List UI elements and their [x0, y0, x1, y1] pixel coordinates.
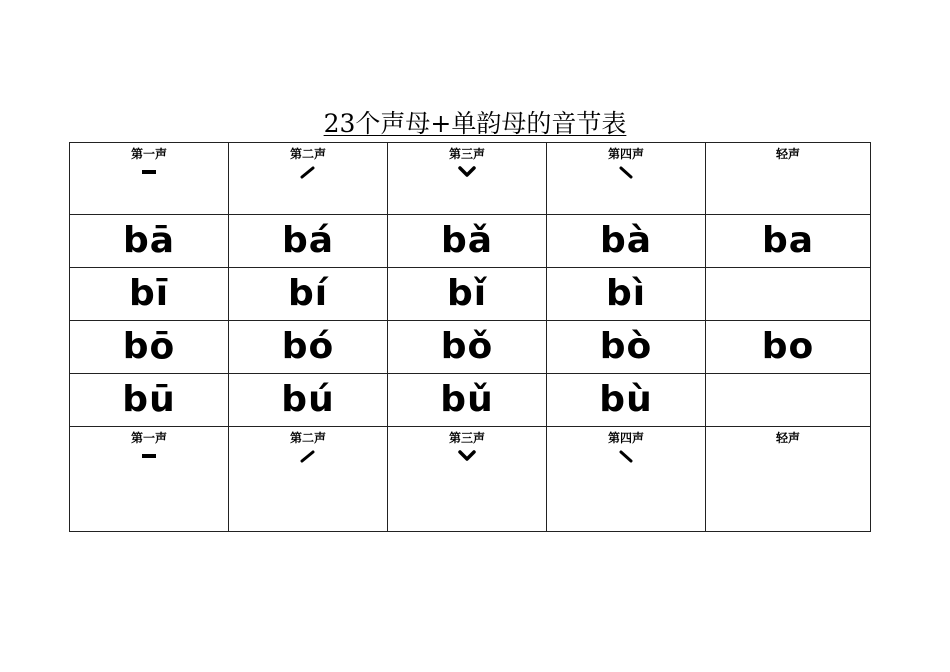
tone-header-cell	[388, 143, 547, 215]
tone-label: 第四声	[607, 431, 644, 445]
syllable-cell: bí	[229, 268, 388, 321]
third-tone-icon	[388, 162, 546, 182]
tone-header-cell	[388, 427, 547, 532]
tone-label: 轻声	[775, 147, 800, 161]
syllable-row	[70, 374, 871, 427]
syllable-table	[69, 142, 871, 532]
page-title: 23个声母+单韵母的音节表	[323, 109, 627, 138]
tone-header-cell	[547, 427, 706, 532]
syllable-cell: bī	[70, 268, 229, 321]
first-tone-icon	[70, 446, 228, 466]
tone-header-cell	[706, 143, 871, 215]
tone-header-cell	[229, 143, 388, 215]
syllable-cell: bǐ	[388, 268, 547, 321]
tone-header-cell	[229, 427, 388, 532]
tone-header-cell	[547, 143, 706, 215]
tone-header-cell	[706, 427, 871, 532]
tone-label: 第三声	[448, 147, 485, 161]
second-tone-icon	[229, 162, 387, 182]
syllable-cell	[706, 374, 871, 427]
tone-label: 第二声	[289, 147, 326, 161]
fourth-tone-icon	[547, 446, 705, 466]
fourth-tone-icon	[547, 162, 705, 182]
tone-label: 第三声	[448, 431, 485, 445]
syllable-cell: bǒ	[388, 321, 547, 374]
syllable-cell: bá	[229, 215, 388, 268]
tone-header-cell	[70, 427, 229, 532]
syllable-cell: bǔ	[388, 374, 547, 427]
second-tone-icon	[229, 446, 387, 466]
first-tone-icon	[70, 162, 228, 182]
syllable-cell	[706, 268, 871, 321]
tone-label: 第四声	[607, 147, 644, 161]
syllable-row	[70, 215, 871, 268]
syllable-row	[70, 321, 871, 374]
tone-label: 轻声	[775, 431, 800, 445]
syllable-cell: bo	[706, 321, 871, 374]
syllable-cell: bù	[547, 374, 706, 427]
syllable-cell: bì	[547, 268, 706, 321]
tone-label: 第一声	[130, 431, 167, 445]
syllable-cell: bō	[70, 321, 229, 374]
syllable-row	[70, 268, 871, 321]
tone-header-row	[70, 143, 871, 215]
syllable-cell: bà	[547, 215, 706, 268]
syllable-cell: ba	[706, 215, 871, 268]
tone-label: 第一声	[130, 147, 167, 161]
syllable-cell: bǎ	[388, 215, 547, 268]
syllable-cell: bò	[547, 321, 706, 374]
syllable-cell: bū	[70, 374, 229, 427]
tone-header-cell	[70, 143, 229, 215]
tone-label: 第二声	[289, 431, 326, 445]
syllable-cell: bú	[229, 374, 388, 427]
third-tone-icon	[388, 446, 546, 466]
tone-header-row-bottom	[70, 427, 871, 532]
syllable-cell: bó	[229, 321, 388, 374]
syllable-cell: bā	[70, 215, 229, 268]
